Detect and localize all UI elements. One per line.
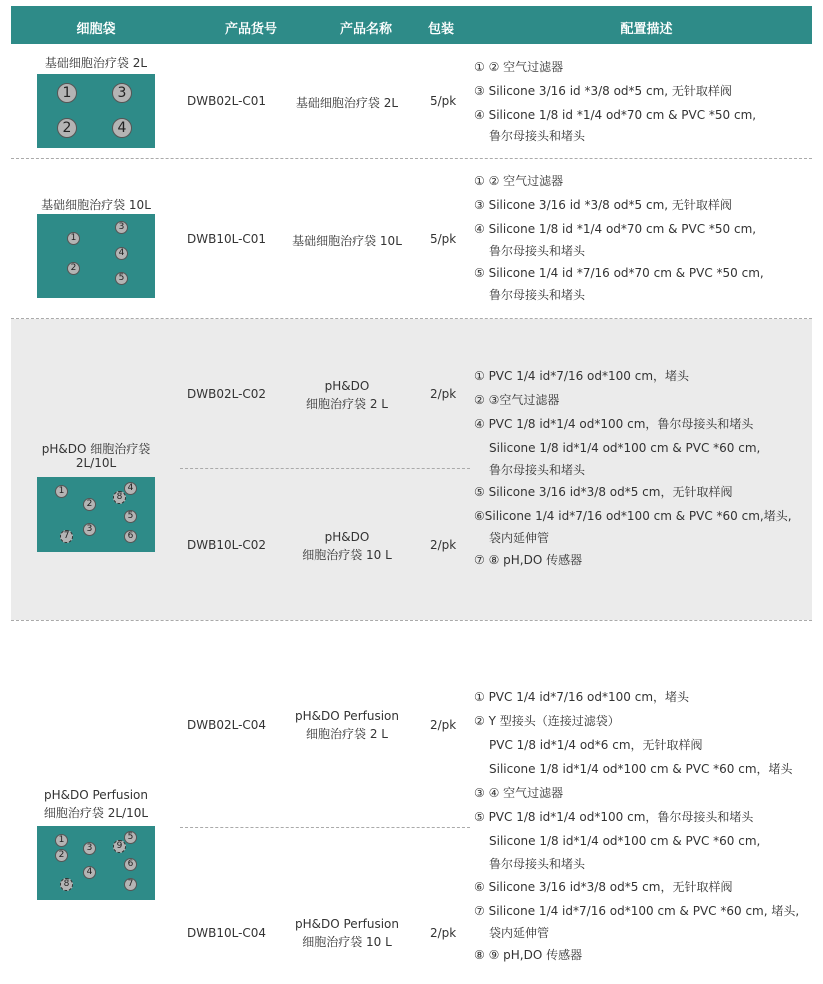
port-icon: 3 bbox=[83, 523, 96, 536]
desc-line: ⑤ PVC 1/8 id*1/4 od*100 cm，鲁尔母接头和堵头 bbox=[474, 810, 754, 824]
config-description bbox=[474, 55, 756, 145]
port-icon: 5 bbox=[124, 831, 137, 844]
port-icon: 4 bbox=[112, 118, 132, 138]
desc-line: ⑥Silicone 1/4 id*7/16 od*100 cm & PVC *60 cm,堵头, bbox=[474, 509, 792, 523]
sub-divider bbox=[180, 827, 470, 828]
desc-line: ③ Silicone 3/16 id *3/8 od*5 cm, 无针取样阀 bbox=[474, 198, 732, 212]
product-code: DWB10L-C01 bbox=[187, 232, 267, 246]
header-code: 产品货号 bbox=[224, 22, 277, 37]
desc-line: ⑦ ⑧ pH,DO 传感器 bbox=[474, 553, 583, 567]
table-header bbox=[11, 6, 812, 44]
desc-line: 袋内延伸管 bbox=[489, 531, 550, 545]
product-name: 基础细胞治疗袋 2L bbox=[295, 96, 399, 110]
product-pack: 5/pk bbox=[430, 232, 457, 246]
port-icon: 2 bbox=[83, 498, 96, 511]
product-code: DWB10L-C04 bbox=[187, 926, 267, 940]
sensor-port-icon: 7 bbox=[60, 530, 73, 543]
sensor-port-icon: 9 bbox=[113, 840, 126, 853]
product-name: 细胞治疗袋 10 L bbox=[302, 548, 392, 562]
product-pack: 2/pk bbox=[430, 926, 457, 940]
desc-line: ⑤ Silicone 3/16 id*3/8 od*5 cm，无针取样阀 bbox=[474, 485, 733, 499]
row-divider bbox=[11, 620, 812, 621]
config-description bbox=[474, 364, 792, 572]
port-icon: 4 bbox=[83, 866, 96, 879]
desc-line: ④ PVC 1/8 id*1/4 od*100 cm，鲁尔母接头和堵头 bbox=[474, 417, 754, 431]
port-icon: 3 bbox=[112, 83, 132, 103]
product-name: pH&DO bbox=[324, 379, 370, 393]
product-name: 细胞治疗袋 2 L bbox=[306, 727, 388, 741]
port-icon: 1 bbox=[55, 834, 68, 847]
bag-label: 基础细胞治疗袋 2L bbox=[44, 56, 148, 70]
desc-line: ② Y 型接头（连接过滤袋） bbox=[474, 714, 620, 728]
header-pack: 包装 bbox=[427, 22, 454, 37]
port-icon: 1 bbox=[57, 83, 77, 103]
config-description bbox=[474, 169, 764, 305]
port-icon: 7 bbox=[124, 878, 137, 891]
port-icon: 1 bbox=[67, 232, 80, 245]
config-description bbox=[474, 685, 799, 967]
bag-diagram bbox=[37, 214, 155, 298]
desc-line: ⑥ Silicone 3/16 id*3/8 od*5 cm，无针取样阀 bbox=[474, 880, 733, 894]
port-icon: 5 bbox=[115, 272, 128, 285]
sub-divider bbox=[180, 468, 470, 469]
desc-line: PVC 1/8 id*1/4 od*6 cm，无针取样阀 bbox=[489, 738, 703, 752]
product-code: DWB02L-C02 bbox=[187, 387, 267, 401]
bag-diagram bbox=[37, 477, 155, 552]
bag-label: 细胞治疗袋 2L/10L bbox=[43, 806, 149, 820]
bag-label: 基础细胞治疗袋 10L bbox=[41, 198, 151, 212]
desc-line: 鲁尔母接头和堵头 bbox=[489, 857, 586, 871]
product-pack: 2/pk bbox=[430, 538, 457, 552]
product-code: DWB02L-C01 bbox=[187, 94, 267, 108]
port-icon: 4 bbox=[115, 247, 128, 260]
desc-line: ④ Silicone 1/8 id *1/4 od*70 cm & PVC *50 cm, bbox=[474, 108, 757, 122]
desc-line: ① PVC 1/4 id*7/16 od*100 cm，堵头 bbox=[474, 690, 690, 704]
desc-line: ⑧ ⑨ pH,DO 传感器 bbox=[474, 948, 583, 962]
product-pack: 2/pk bbox=[430, 718, 457, 732]
header-desc: 配置描述 bbox=[620, 22, 673, 37]
desc-line: 鲁尔母接头和堵头 bbox=[489, 244, 586, 258]
product-code: DWB02L-C04 bbox=[187, 718, 267, 732]
port-icon: 2 bbox=[67, 262, 80, 275]
product-pack: 2/pk bbox=[430, 387, 457, 401]
desc-line: ② ③空气过滤器 bbox=[474, 393, 560, 407]
product-name: 基础细胞治疗袋 10L bbox=[292, 234, 402, 248]
product-name: pH&DO bbox=[324, 530, 370, 544]
port-icon: 1 bbox=[55, 485, 68, 498]
row-divider bbox=[11, 158, 812, 159]
desc-line: Silicone 1/8 id*1/4 od*100 cm & PVC *60 cm，堵头 bbox=[489, 762, 793, 776]
product-name: pH&DO Perfusion bbox=[295, 709, 399, 723]
product-name: 细胞治疗袋 10 L bbox=[302, 935, 392, 949]
desc-line: ① ② 空气过滤器 bbox=[474, 174, 564, 188]
desc-line: Silicone 1/8 id*1/4 od*100 cm & PVC *60 cm, bbox=[489, 441, 761, 455]
sensor-port-icon: 8 bbox=[113, 491, 126, 504]
desc-line: 鲁尔母接头和堵头 bbox=[489, 129, 586, 143]
bag-label: pH&DO Perfusion bbox=[44, 788, 148, 802]
port-icon: 4 bbox=[124, 482, 137, 495]
bag-label: 2L/10L bbox=[75, 456, 117, 470]
header-bag: 细胞袋 bbox=[76, 22, 116, 37]
bag-diagram bbox=[37, 74, 155, 148]
port-icon: 5 bbox=[124, 510, 137, 523]
product-name: 细胞治疗袋 2 L bbox=[306, 397, 388, 411]
desc-line: ① ② 空气过滤器 bbox=[474, 60, 564, 74]
desc-line: ⑤ Silicone 1/4 id *7/16 od*70 cm & PVC *50 cm, bbox=[474, 266, 764, 280]
port-icon: 3 bbox=[83, 842, 96, 855]
port-icon: 2 bbox=[55, 849, 68, 862]
desc-line: 鲁尔母接头和堵头 bbox=[489, 288, 586, 302]
port-icon: 3 bbox=[115, 221, 128, 234]
desc-line: ⑦ Silicone 1/4 id*7/16 od*100 cm & PVC *60 cm, 堵头, bbox=[474, 904, 800, 918]
bag-label: pH&DO 细胞治疗袋 bbox=[41, 442, 151, 456]
product-pack: 5/pk bbox=[430, 94, 457, 108]
port-icon: 2 bbox=[57, 118, 77, 138]
desc-line: ③ Silicone 3/16 id *3/8 od*5 cm, 无针取样阀 bbox=[474, 84, 732, 98]
sensor-port-icon: 8 bbox=[60, 878, 73, 891]
desc-line: ③ ④ 空气过滤器 bbox=[474, 786, 564, 800]
product-name: pH&DO Perfusion bbox=[295, 917, 399, 931]
desc-line: ④ Silicone 1/8 id *1/4 od*70 cm & PVC *50 cm, bbox=[474, 222, 757, 236]
bag-diagram bbox=[37, 826, 155, 900]
desc-line: Silicone 1/8 id*1/4 od*100 cm & PVC *60 cm, bbox=[489, 834, 761, 848]
header-name: 产品名称 bbox=[339, 22, 392, 37]
desc-line: 鲁尔母接头和堵头 bbox=[489, 463, 586, 477]
desc-line: 袋内延伸管 bbox=[489, 926, 550, 940]
product-code: DWB10L-C02 bbox=[187, 538, 267, 552]
desc-line: ① PVC 1/4 id*7/16 od*100 cm，堵头 bbox=[474, 369, 690, 383]
port-icon: 6 bbox=[124, 530, 137, 543]
port-icon: 6 bbox=[124, 858, 137, 871]
